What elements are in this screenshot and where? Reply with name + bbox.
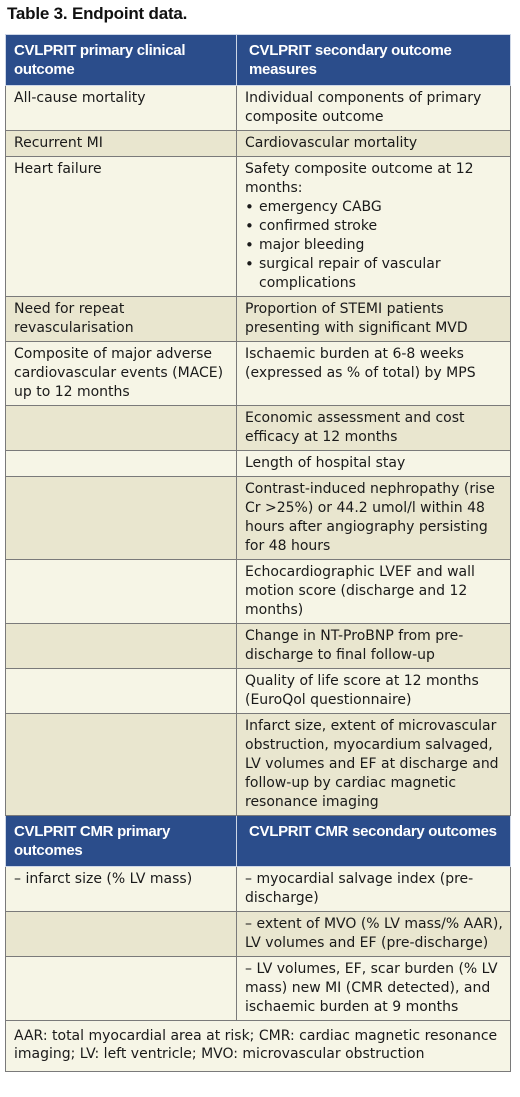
endpoint-table (5, 34, 511, 1072)
table-row (6, 86, 511, 131)
header-cmr-primary-outcomes: CVLPRIT CMR primary outcomes (6, 816, 237, 867)
cmr-primary-cell-empty (6, 957, 237, 1021)
primary-cell-empty (6, 560, 237, 624)
table-row (6, 297, 511, 342)
safety-bullet-list (245, 198, 503, 293)
primary-cell-empty (6, 624, 237, 669)
secondary-cell: Economic assessment and cost efficacy at 12 months (237, 406, 511, 451)
secondary-cell: Echocardiographic LVEF and wall motion score (discharge and 12 months) (237, 560, 511, 624)
secondary-cell-safety (237, 157, 511, 297)
primary-cell: Heart failure (6, 157, 237, 297)
table-row (6, 451, 511, 477)
primary-cell: All-cause mortality (6, 86, 237, 131)
header-row-clinical (6, 35, 511, 86)
primary-cell-empty (6, 477, 237, 560)
primary-cell: Recurrent MI (6, 131, 237, 157)
list-item: • confirmed stroke (245, 217, 503, 236)
table-row (6, 867, 511, 912)
list-item: • major bleeding (245, 236, 503, 255)
list-item: • surgical repair of vascular complications (245, 255, 503, 293)
safety-composite-label: Safety composite outcome at 12 months: (245, 161, 474, 196)
secondary-cell: Quality of life score at 12 months (EuroQol questionnaire) (237, 669, 511, 714)
table-row (6, 957, 511, 1021)
table-row (6, 912, 511, 957)
primary-cell-empty (6, 669, 237, 714)
header-secondary-outcome-measures: CVLPRIT secondary outcome measures (237, 35, 511, 86)
primary-cell-empty (6, 406, 237, 451)
secondary-cell: Change in NT-ProBNP from pre-discharge to final follow-up (237, 624, 511, 669)
cmr-secondary-cell: – extent of MVO (% LV mass/% AAR), LV volumes and EF (pre-discharge) (237, 912, 511, 957)
table-row (6, 669, 511, 714)
table-row (6, 714, 511, 816)
primary-cell-empty (6, 451, 237, 477)
table-title: Table 3. Endpoint data. (7, 4, 188, 23)
header-cmr-secondary-outcomes: CVLPRIT CMR secondary outcomes (237, 816, 511, 867)
secondary-cell: Contrast-induced nephropathy (rise Cr >25%) or 44.2 umol/l within 48 hours after angiography persisting for 48 hours (237, 477, 511, 560)
header-row-cmr (6, 816, 511, 867)
table-row (6, 342, 511, 406)
footnote: AAR: total myocardial area at risk; CMR: cardiac magnetic resonance imaging; LV: left ventricle; MVO: microvascular obstruction (6, 1021, 511, 1072)
primary-cell: Composite of major adverse cardiovascular events (MACE) up to 12 months (6, 342, 237, 406)
footnote-row (6, 1021, 511, 1072)
table-row (6, 477, 511, 560)
secondary-cell: Infarct size, extent of microvascular obstruction, myocardium salvaged, LV volumes and EF at discharge and follow-up by cardiac magnetic resonance imaging (237, 714, 511, 816)
table-row (6, 131, 511, 157)
cmr-primary-cell: – infarct size (% LV mass) (6, 867, 237, 912)
list-item: • emergency CABG (245, 198, 503, 217)
table-row (6, 624, 511, 669)
secondary-cell: Proportion of STEMI patients presenting with significant MVD (237, 297, 511, 342)
secondary-cell: Length of hospital stay (237, 451, 511, 477)
primary-cell-empty (6, 714, 237, 816)
header-primary-clinical-outcome: CVLPRIT primary clinical outcome (6, 35, 237, 86)
secondary-cell: Cardiovascular mortality (237, 131, 511, 157)
cmr-secondary-cell: – LV volumes, EF, scar burden (% LV mass) new MI (CMR detected), and ischaemic burden at 9 months (237, 957, 511, 1021)
table-row (6, 406, 511, 451)
cmr-primary-cell-empty (6, 912, 237, 957)
secondary-cell: Ischaemic burden at 6-8 weeks (expressed as % of total) by MPS (237, 342, 511, 406)
table-row (6, 157, 511, 297)
primary-cell: Need for repeat revascularisation (6, 297, 237, 342)
cmr-secondary-cell: – myocardial salvage index (pre-discharge) (237, 867, 511, 912)
secondary-cell: Individual components of primary composite outcome (237, 86, 511, 131)
table-row (6, 560, 511, 624)
